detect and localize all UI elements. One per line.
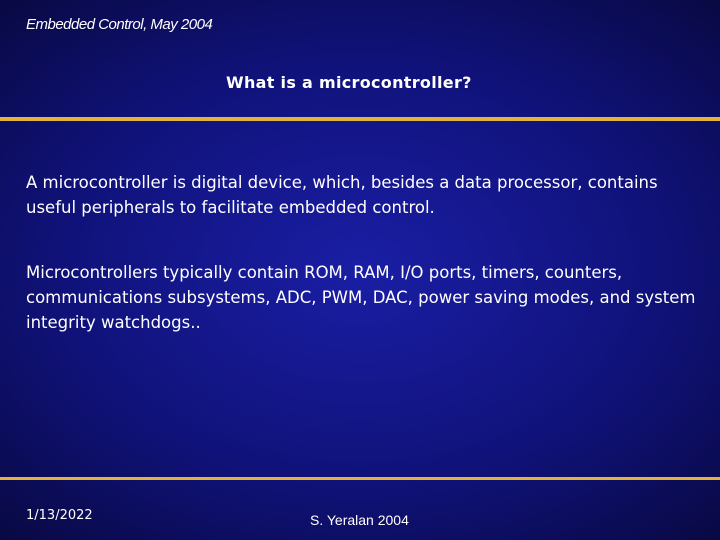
footer-date: 1/13/2022	[26, 508, 93, 523]
slide-header: Embedded Control, May 2004	[26, 16, 213, 33]
bottom-divider	[0, 477, 720, 480]
top-divider	[0, 117, 720, 121]
body-paragraph-2: Microcontrollers typically contain ROM, RAM, I/O ports, timers, counters, communications subsystems, ADC, PWM, DAC, power saving modes, and system integrity watchdogs..	[26, 263, 696, 332]
slide-title: What is a microcontroller?	[226, 73, 472, 92]
footer-author: S. Yeralan 2004	[310, 512, 409, 528]
body-paragraph-1: A microcontroller is digital device, which, besides a data processor, contains useful peripherals to facilitate embedded control.	[26, 173, 658, 217]
